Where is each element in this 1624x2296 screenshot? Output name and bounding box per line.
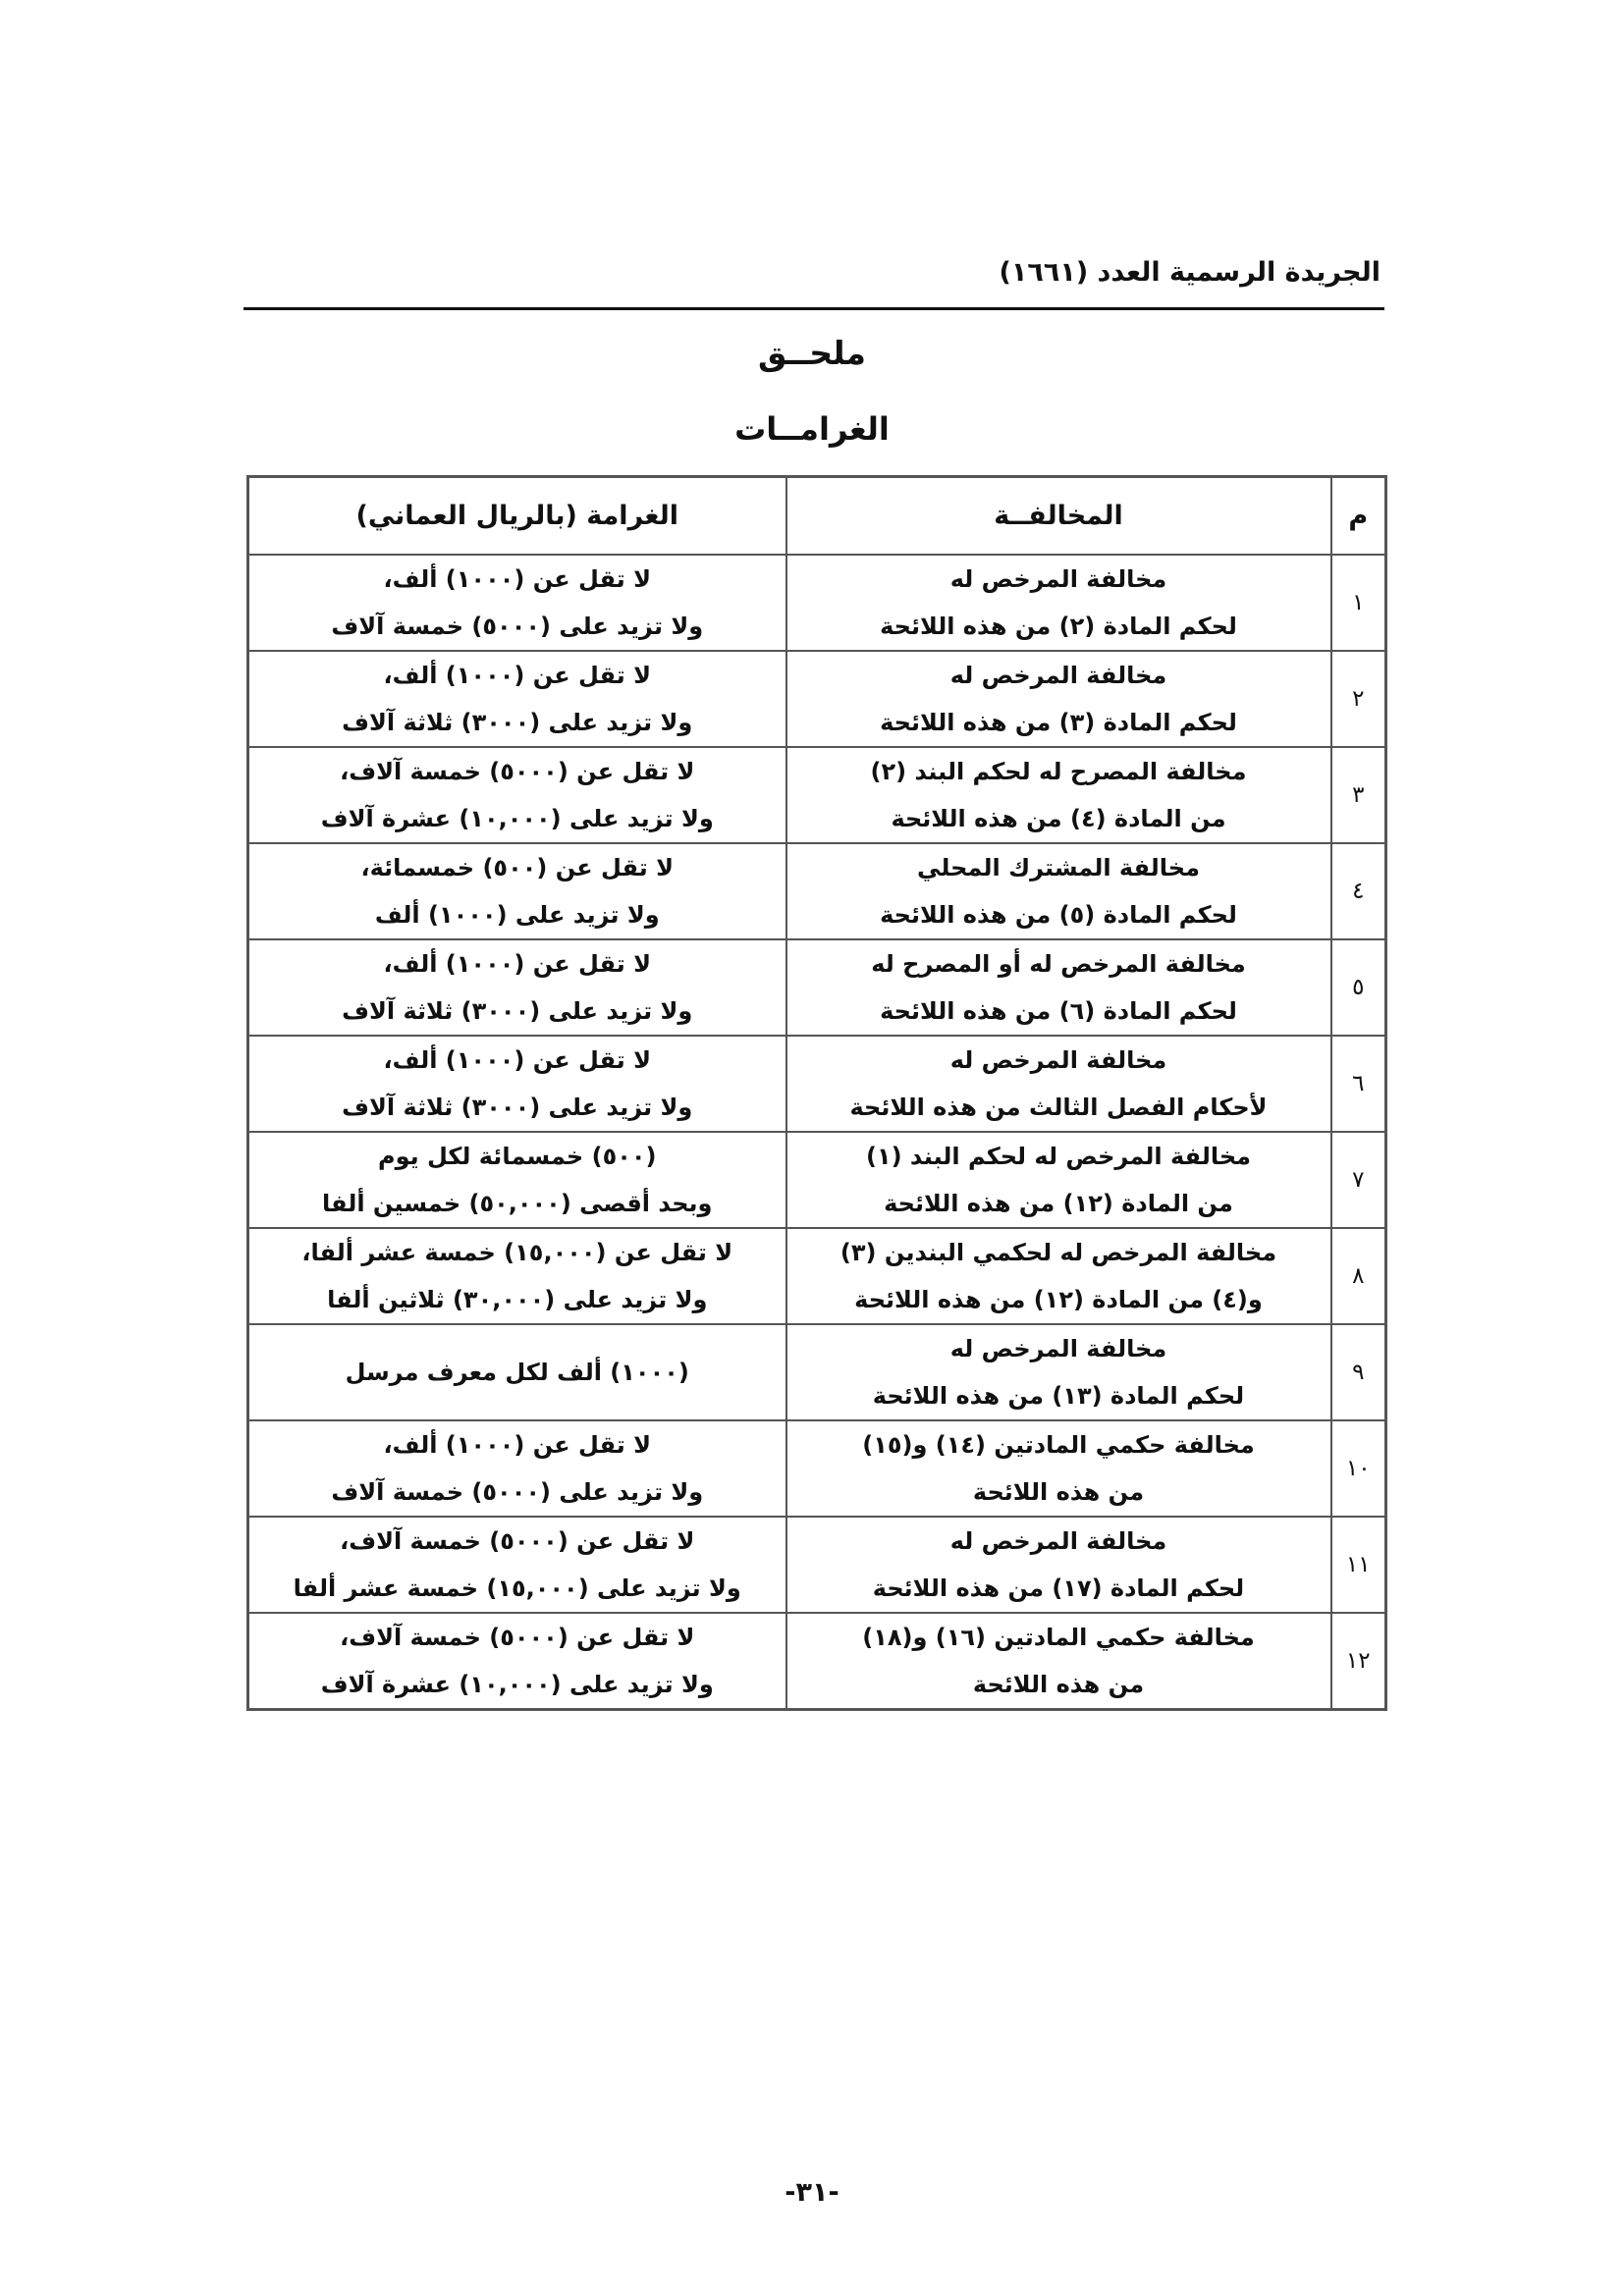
violation-text-line: من هذه اللائحة: [972, 1477, 1145, 1506]
violation-text-line: و(٤) من المادة (١٢) من هذه اللائحة: [854, 1285, 1263, 1313]
violation-cell: [786, 1132, 1331, 1228]
row-number: ٨: [1331, 1228, 1386, 1324]
fine-cell: [248, 1613, 786, 1710]
fine-text-line: ولا تزيد على (٣٠٠٠) ثلاثة آلاف: [342, 708, 693, 736]
table-row: [248, 843, 1386, 939]
table-row: [248, 1613, 1386, 1710]
violation-text-line: من المادة (١٢) من هذه اللائحة: [884, 1189, 1233, 1217]
fine-text-line: ولا تزيد على (١٠,٠٠٠) عشرة آلاف: [320, 1670, 714, 1698]
table-row: [248, 1036, 1386, 1132]
row-number: ٧: [1331, 1132, 1386, 1228]
fine-text-line: ولا تزيد على (٥٠٠٠) خمسة آلاف: [331, 1477, 704, 1506]
fine-cell: [248, 1132, 786, 1228]
fine-text-line: (١٠٠٠) ألف لكل معرف مرسل: [345, 1358, 689, 1386]
fine-text-line: ولا تزيد على (١٥,٠٠٠) خمسة عشر ألفا: [293, 1574, 741, 1602]
fine-text-line: لا تقل عن (١٠٠٠) ألف،: [383, 1430, 651, 1459]
row-number: ١٠: [1331, 1420, 1386, 1517]
violation-text-line: لأحكام الفصل الثالث من هذه اللائحة: [849, 1093, 1268, 1121]
table-row: [248, 1517, 1386, 1613]
fine-text-line: لا تقل عن (٥٠٠٠) خمسة آلاف،: [340, 1623, 695, 1651]
violation-text-line: مخالفة حكمي المادتين (١٤) و(١٥): [862, 1430, 1255, 1459]
violation-text-line: لحكم المادة (٦) من هذه اللائحة: [880, 996, 1237, 1025]
violation-text-line: مخالفة حكمي المادتين (١٦) و(١٨): [862, 1623, 1255, 1651]
violation-text-line: لحكم المادة (١٣) من هذه اللائحة: [872, 1381, 1245, 1410]
fine-text-line: لا تقل عن (١٥,٠٠٠) خمسة عشر ألفا،: [301, 1238, 733, 1266]
fine-text-line: لا تقل عن (١٠٠٠) ألف،: [383, 949, 651, 978]
violation-text-line: مخالفة المرخص له: [949, 661, 1167, 689]
table-row: [248, 747, 1386, 843]
row-number: ١٢: [1331, 1613, 1386, 1710]
fine-text-line: لا تقل عن (١٠٠٠) ألف،: [383, 661, 651, 689]
violation-cell: [786, 1420, 1331, 1517]
annex-title: ملحــق: [758, 334, 866, 372]
fine-text-line: ولا تزيد على (٣٠٠٠) ثلاثة آلاف: [342, 996, 693, 1025]
violation-text-line: مخالفة المرخص له أو المصرح له: [871, 949, 1246, 978]
violation-text-line: مخالفة المشترك المحلي: [917, 853, 1200, 881]
row-number: ١١: [1331, 1517, 1386, 1613]
row-number: ١: [1331, 555, 1386, 651]
fine-cell: [248, 747, 786, 843]
fine-text-line: ولا تزيد على (٥٠٠٠) خمسة آلاف: [331, 612, 704, 640]
fine-cell: [248, 1517, 786, 1613]
table-row: [248, 555, 1386, 651]
violation-cell: [786, 1517, 1331, 1613]
violation-cell: [786, 1036, 1331, 1132]
header-violation: المخالفــة: [786, 477, 1331, 555]
row-number: ٦: [1331, 1036, 1386, 1132]
fines-section-title: الغرامــات: [734, 410, 890, 448]
violation-text-line: مخالفة المرخص له: [949, 564, 1167, 593]
violation-text-line: مخالفة المرخص له لحكم البند (١): [865, 1142, 1252, 1170]
fine-text-line: لا تقل عن (٥٠٠٠) خمسة آلاف،: [340, 1526, 695, 1555]
violation-cell: [786, 1228, 1331, 1324]
violation-text-line: من المادة (٤) من هذه اللائحة: [891, 804, 1226, 832]
violation-text-line: من هذه اللائحة: [972, 1670, 1145, 1698]
fine-text-line: لا تقل عن (٥٠٠) خمسمائة،: [360, 853, 674, 881]
fine-text-line: لا تقل عن (١٠٠٠) ألف،: [383, 564, 651, 593]
fine-cell: [248, 939, 786, 1036]
table-row: [248, 651, 1386, 747]
fine-text-line: لا تقل عن (٥٠٠٠) خمسة آلاف،: [340, 757, 695, 785]
table-row: [248, 1228, 1386, 1324]
fines-table-body: [248, 555, 1386, 1710]
row-number: ٤: [1331, 843, 1386, 939]
violation-cell: [786, 939, 1331, 1036]
violation-text-line: لحكم المادة (١٧) من هذه اللائحة: [872, 1574, 1245, 1602]
violation-text-line: لحكم المادة (٣) من هذه اللائحة: [880, 708, 1237, 736]
violation-cell: [786, 843, 1331, 939]
fine-cell: [248, 1420, 786, 1517]
gazette-header-title: الجريدة الرسمية العدد (١٦٦١): [999, 257, 1380, 288]
violation-cell: [786, 1613, 1331, 1710]
violation-text-line: مخالفة المرخص له: [949, 1526, 1167, 1555]
table-row: [248, 1132, 1386, 1228]
fine-cell: [248, 843, 786, 939]
fine-text-line: ولا تزيد على (١٠٠٠) ألف: [374, 900, 660, 929]
table-row: [248, 1420, 1386, 1517]
violation-text-line: مخالفة المرخص له: [949, 1334, 1167, 1362]
row-number: ٩: [1331, 1324, 1386, 1420]
table-row: [248, 939, 1386, 1036]
violation-text-line: مخالفة المصرح له لحكم البند (٢): [870, 757, 1247, 785]
fine-cell: [248, 651, 786, 747]
fine-cell: [248, 1228, 786, 1324]
violation-text-line: مخالفة المرخص له لحكمي البندين (٣): [839, 1238, 1277, 1266]
table-header-row: [248, 477, 1386, 555]
violation-text-line: لحكم المادة (٥) من هذه اللائحة: [880, 900, 1237, 929]
violation-cell: [786, 1324, 1331, 1420]
fine-text-line: ولا تزيد على (٣٠,٠٠٠) ثلاثين ألفا: [327, 1285, 708, 1313]
fine-text-line: وبحد أقصى (٥٠,٠٠٠) خمسين ألفا: [322, 1189, 713, 1217]
violation-cell: [786, 555, 1331, 651]
fines-table: [246, 475, 1387, 1711]
fine-text-line: لا تقل عن (١٠٠٠) ألف،: [383, 1045, 651, 1074]
fine-cell: [248, 555, 786, 651]
fine-cell: [248, 1036, 786, 1132]
violation-text-line: مخالفة المرخص له: [949, 1045, 1167, 1074]
violation-text-line: لحكم المادة (٢) من هذه اللائحة: [880, 612, 1237, 640]
fine-text-line: (٥٠٠) خمسمائة لكل يوم: [378, 1142, 657, 1170]
fine-cell: [248, 1324, 786, 1420]
page-number: -٣١-: [785, 2177, 839, 2208]
violation-cell: [786, 747, 1331, 843]
fine-text-line: ولا تزيد على (٣٠٠٠) ثلاثة آلاف: [342, 1093, 693, 1121]
header-divider: [244, 307, 1384, 310]
row-number: ٥: [1331, 939, 1386, 1036]
row-number: ٢: [1331, 651, 1386, 747]
row-number: ٣: [1331, 747, 1386, 843]
header-fine: الغرامة (بالريال العماني): [248, 477, 786, 555]
violation-cell: [786, 651, 1331, 747]
fine-text-line: ولا تزيد على (١٠,٠٠٠) عشرة آلاف: [320, 804, 714, 832]
header-number: م: [1331, 477, 1386, 555]
table-row: [248, 1324, 1386, 1420]
